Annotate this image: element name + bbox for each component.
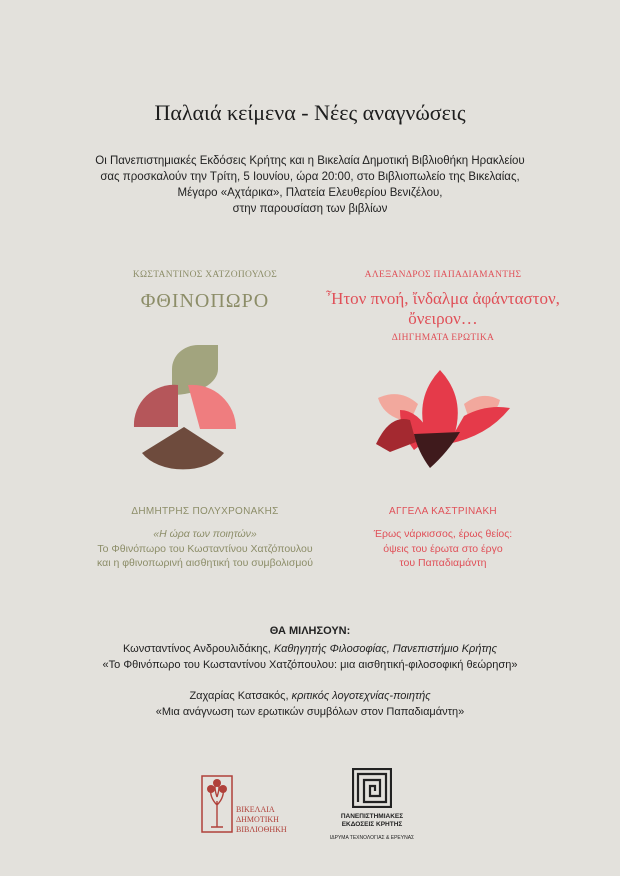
- intro-line-2: σας προσκαλούν την Τρίτη, 5 Ιουνίου, ώρα 20:00, στο Βιβλιοπωλείο της Βικελαίας,: [100, 171, 520, 183]
- speaker-2-line: [0, 690, 620, 702]
- lotus-dark-left-petal: [376, 419, 416, 452]
- emblem-right-petal: [188, 385, 236, 429]
- left-speaker-name: ΔΗΜΗΤΡΗΣ ΠΟΛΥΧΡΟΝΑΚΗΣ: [131, 506, 279, 517]
- speakers-heading: ΘΑ ΜΙΛΗΣΟΥΝ:: [269, 625, 351, 637]
- lotus-core: [414, 432, 460, 468]
- tree-icon: [201, 775, 233, 833]
- right-talk-line-1: Έρως νάρκισσος, έρως θείος:: [373, 528, 513, 540]
- right-book-emblem: [370, 370, 510, 470]
- cup-subline: ΙΔΡΥΜΑ ΤΕΧΝΟΛΟΓΙΑΣ & ΕΡΕΥΝΑΣ: [329, 835, 415, 841]
- intro-line-3: Μέγαρο «Αχτάρικα», Πλατεία Ελευθερίου Βενιζέλου,: [177, 187, 443, 199]
- speaker-1-role: Καθηγητής Φιλοσοφίας, Πανεπιστήμιο Κρήτης: [273, 643, 498, 655]
- speaker-2-name: Ζαχαρίας Κατσακός,: [189, 690, 289, 702]
- left-book-author: ΚΩΣΤΑΝΤΙΝΟΣ ΧΑΤΖΟΠΟΥΛΟΣ: [132, 270, 278, 280]
- left-book-title: ΦΘΙΝΟΠΩΡΟ: [140, 290, 270, 312]
- cup-line-1: ΠΑΝΕΠΙΣΤΗΜΙΑΚΕΣ: [340, 813, 404, 820]
- labyrinth-icon: [352, 768, 392, 808]
- right-book-author: ΑΛΕΞΑΝΔΡΟΣ ΠΑΠΑΔΙΑΜΑΝΤΗΣ: [364, 270, 522, 280]
- cup-logo-text: [322, 813, 422, 842]
- right-book-title-line-1: Ἦτον πνοή, ἴνδαλμα ἀφάνταστον,: [326, 289, 560, 308]
- emblem-left-petal: [134, 385, 178, 427]
- vikelaia-line-2: ΔΗΜΟΤΙΚΗ: [236, 815, 279, 824]
- right-speaker-name: ΑΓΓΕΛΑ ΚΑΣΤΡΙΝΑΚΗ: [389, 506, 497, 517]
- vikelaia-line-3: ΒΙΒΛΙΟΘΗΚΗ: [236, 825, 287, 834]
- cup-line-2: ΕΚΔΟΣΕΙΣ ΚΡΗΤΗΣ: [341, 821, 403, 828]
- intro-line-4: στην παρουσίαση των βιβλίων: [232, 203, 388, 215]
- speaker-1-talk: «Το Φθινόπωρο του Κωσταντίνου Χατζόπουλου: μια αισθητική-φιλοσοφική θεώρηση»: [102, 659, 518, 671]
- lotus-center-petal: [422, 370, 458, 436]
- speaker-1-line: [0, 643, 620, 655]
- vikelaia-logo-mark: [201, 775, 233, 833]
- speaker-2-role: κριτικός λογοτεχνίας-ποιητής: [291, 690, 431, 702]
- speaker-2-talk: «Μια ανάγνωση των ερωτικών συμβόλων στον Παπαδιαμάντη»: [155, 706, 465, 718]
- vikelaia-line-1: ΒΙΚΕΛΑΙΑ: [236, 805, 275, 814]
- emblem-bottom-petal: [142, 427, 224, 469]
- speaker-1-name: Κωνσταντίνος Ανδρουλιδάκης,: [122, 643, 271, 655]
- left-talk-line-1: «Η ώρα των ποιητών»: [153, 528, 257, 540]
- intro-line-1: Οι Πανεπιστημιακές Εκδόσεις Κρήτης και η Βικελαία Δημοτική Βιβλιοθήκη Ηρακλείου: [95, 155, 525, 167]
- left-talk-line-2: Το Φθινόπωρο του Κωσταντίνου Χατζόπουλου: [97, 543, 313, 555]
- right-book-subtitle: ΔΙΗΓΗΜΑΤΑ ΕΡΩΤΙΚΑ: [391, 333, 495, 343]
- vikelaia-logo-text: [236, 805, 287, 835]
- left-book-emblem: [130, 345, 242, 477]
- right-talk-line-2: όψεις του έρωτα στο έργο: [383, 543, 503, 555]
- left-talk-line-3: και η φθινοπωρινή αισθητική του συμβολισμού: [97, 557, 313, 569]
- right-talk-line-3: του Παπαδιαμάντη: [399, 557, 487, 569]
- right-book-title-line-2: ὄνειρον…: [408, 309, 478, 328]
- page-title: Παλαιά κείμενα - Νέες αναγνώσεις: [154, 100, 466, 125]
